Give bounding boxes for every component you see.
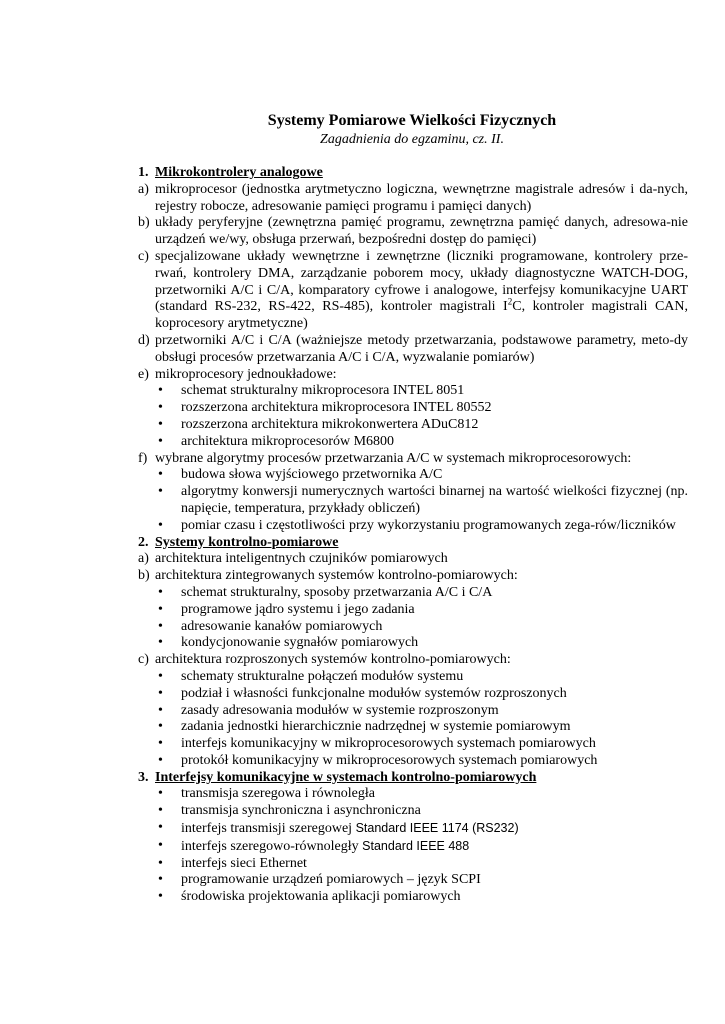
bullet-item [138, 686, 688, 703]
bullet-icon: • [158, 889, 163, 905]
item-1d [138, 333, 688, 367]
section-number: 3. [138, 769, 149, 785]
item-text: architektura zintegrowanych systemów kontrolno-pomiarowych: [155, 568, 518, 584]
bullet-item [138, 838, 688, 856]
bullet-text: środowiska projektowania aplikacji pomiarowych [181, 889, 461, 905]
bullet-item [138, 669, 688, 686]
bullet-text: architektura mikroprocesorów M6800 [181, 433, 395, 449]
item-2c [138, 652, 688, 669]
bullet-icon: • [158, 719, 163, 735]
bullet-icon: • [158, 736, 163, 752]
bullet-text: programowe jądro systemu i jego zadania [181, 601, 415, 617]
bullet-text: rozszerzona architektura mikroprocesora INTEL 80552 [181, 400, 492, 416]
bullet-item [138, 719, 688, 736]
bullet-item [138, 820, 688, 838]
bullet-list-2c [138, 669, 688, 770]
bullet-icon: • [158, 601, 163, 617]
bullet-text: algorytmy konwersji numerycznych wartości binarnej na wartość wielkości fizycznej (np. napięcie, temperatura, przykłady obliczeń) [181, 484, 688, 516]
item-text: mikroprocesory jednoukładowe: [155, 366, 337, 382]
bullet-text: adresowanie kanałów pomiarowych [181, 618, 383, 634]
item-text: specjalizowane układy wewnętrzne i zewnętrzne (liczniki programowane, kontrolery prze-rwań, kontrolery DMA, zarządzanie poborem mocy, układy diagnostyczne WATCH-DOG, przetworniki A/C i C/A, komparatory cyfrowe i analogowe, interfejsy komunikacyjne UART (standard RS-232, RS-422, RS-485), kontroler magistrali I [155, 248, 688, 315]
section-2-heading [138, 535, 688, 552]
bullet-item [138, 856, 688, 873]
section-3-heading [138, 770, 688, 787]
item-label: f) [138, 450, 148, 466]
bullet-text: zadania jednostki hierarchicznie nadrzędnej w systemie pomiarowym [181, 719, 571, 735]
item-1c [138, 249, 688, 333]
bullet-text: interfejs transmisji szeregowej [181, 821, 356, 837]
bullet-icon: • [158, 383, 163, 399]
item-label: e) [138, 366, 149, 382]
bullet-item [138, 753, 688, 770]
bullet-list-1e [138, 383, 688, 450]
bullet-icon: • [158, 685, 163, 701]
bullet-text: schemat strukturalny mikroprocesora INTEL 8051 [181, 383, 465, 399]
item-1a [138, 182, 688, 216]
document-content [138, 165, 688, 906]
bullet-item [138, 484, 688, 518]
bullet-item [138, 417, 688, 434]
bullet-icon: • [158, 517, 163, 533]
item-label: b) [138, 215, 150, 231]
bullet-icon: • [158, 416, 163, 432]
standard-name: Standard IEEE 488 [362, 838, 470, 853]
item-2a [138, 551, 688, 568]
item-label: d) [138, 332, 150, 348]
bullet-item [138, 786, 688, 803]
bullet-icon: • [158, 702, 163, 718]
section-number: 2. [138, 534, 149, 550]
bullet-text: transmisja synchroniczna i asynchroniczna [181, 803, 421, 819]
bullet-text: schematy strukturalne połączeń modułów systemu [181, 668, 464, 684]
bullet-icon: • [158, 635, 163, 651]
item-label: b) [138, 568, 150, 584]
item-label: c) [138, 652, 149, 668]
superscript: 2 [507, 296, 513, 307]
standard-name: Standard IEEE 1174 (RS232) [355, 821, 519, 836]
bullet-item [138, 383, 688, 400]
bullet-item [138, 602, 688, 619]
bullet-icon: • [158, 668, 163, 684]
bullet-icon: • [158, 803, 163, 819]
bullet-item [138, 585, 688, 602]
bullet-list-3 [138, 786, 688, 906]
bullet-text: pomiar czasu i częstotliwości przy wykorzystaniu programowanych zega-rów/liczników [181, 517, 676, 533]
item-text: wybrane algorytmy procesów przetwarzania A/C w systemach mikroprocesorowych: [155, 450, 632, 466]
bullet-icon: • [158, 837, 163, 853]
item-1e [138, 367, 688, 384]
bullet-item [138, 872, 688, 889]
bullet-icon: • [158, 855, 163, 871]
section-title: Mikrokontrolery analogowe [155, 165, 323, 180]
item-text: układy peryferyjne (zewnętrzna pamięć programu, zewnętrzna pamięć danych, adresowa-nie urządzeń we/wy, obsługa przerwań, bezpośredni dostęp do pamięci) [155, 215, 688, 248]
bullet-icon: • [158, 752, 163, 768]
bullet-text: interfejs szeregowo-równoległy [181, 838, 363, 854]
section-title: Interfejsy komunikacyjne w systemach kontrolno-pomiarowych [155, 769, 537, 785]
bullet-icon: • [158, 484, 163, 500]
bullet-icon: • [158, 433, 163, 449]
bullet-item [138, 619, 688, 636]
item-label: a) [138, 181, 149, 197]
item-2b [138, 568, 688, 585]
section-number: 1. [138, 165, 149, 180]
bullet-item [138, 467, 688, 484]
bullet-icon: • [158, 820, 163, 836]
bullet-item [138, 635, 688, 652]
bullet-item [138, 400, 688, 417]
item-1b [138, 215, 688, 249]
bullet-item [138, 736, 688, 753]
item-text: mikroprocesor (jednostka arytmetyczno logiczna, wewnętrzne magistrale adresów i da-nych, rejestry robocze, adresowanie pamięci programu i pamięci danych) [155, 181, 688, 214]
bullet-icon: • [158, 618, 163, 634]
bullet-text: transmisja szeregowa i równoległa [181, 786, 375, 802]
bullet-text: schemat strukturalny, sposoby przetwarzania A/C i C/A [181, 584, 493, 600]
item-text: architektura inteligentnych czujników pomiarowych [155, 551, 448, 567]
bullet-item [138, 889, 688, 906]
bullet-item [138, 518, 688, 535]
document-subtitle: Zagadnienia do egzaminu, cz. II. [320, 132, 504, 147]
bullet-item [138, 434, 688, 451]
bullet-text: budowa słowa wyjściowego przetwornika A/C [181, 467, 443, 483]
bullet-text: programowanie urządzeń pomiarowych – język SCPI [181, 872, 481, 888]
bullet-text: rozszerzona architektura mikrokonwertera ADuC812 [181, 416, 479, 432]
item-text: przetworniki A/C i C/A (ważniejsze metody przetwarzania, podstawowe parametry, meto-dy obsługi procesów przetwarzania A/C i C/A, wyzwalanie pomiarów) [155, 332, 688, 365]
bullet-text: kondycjonowanie sygnałów pomiarowych [181, 635, 419, 651]
bullet-text: interfejs sieci Ethernet [181, 855, 307, 871]
bullet-icon: • [158, 467, 163, 483]
item-label: c) [138, 248, 149, 264]
document-title: Systemy Pomiarowe Wielkości Fizycznych [267, 112, 557, 129]
item-1f [138, 451, 688, 468]
bullet-list-2b [138, 585, 688, 652]
bullet-text: interfejs komunikacyjny w mikroprocesorowych systemach pomiarowych [181, 736, 596, 752]
bullet-item [138, 703, 688, 720]
section-1-heading [138, 165, 688, 182]
bullet-text: protokół komunikacyjny w mikroprocesorowych systemach pomiarowych [181, 752, 598, 768]
bullet-icon: • [158, 872, 163, 888]
item-text-cont: C, kontroler magistrali CAN, koprocesory arytmetyczne) [155, 299, 689, 332]
bullet-icon: • [158, 400, 163, 416]
section-title: Systemy kontrolno-pomiarowe [155, 534, 339, 550]
item-label: a) [138, 551, 149, 567]
bullet-list-1f [138, 467, 688, 534]
bullet-icon: • [158, 786, 163, 802]
bullet-text: podział i własności funkcjonalne modułów systemów rozproszonych [181, 685, 567, 701]
bullet-text: zasady adresowania modułów w systemie rozproszonym [181, 702, 499, 718]
bullet-item [138, 803, 688, 820]
bullet-icon: • [158, 584, 163, 600]
item-text: architektura rozproszonych systemów kontrolno-pomiarowych: [155, 652, 511, 668]
